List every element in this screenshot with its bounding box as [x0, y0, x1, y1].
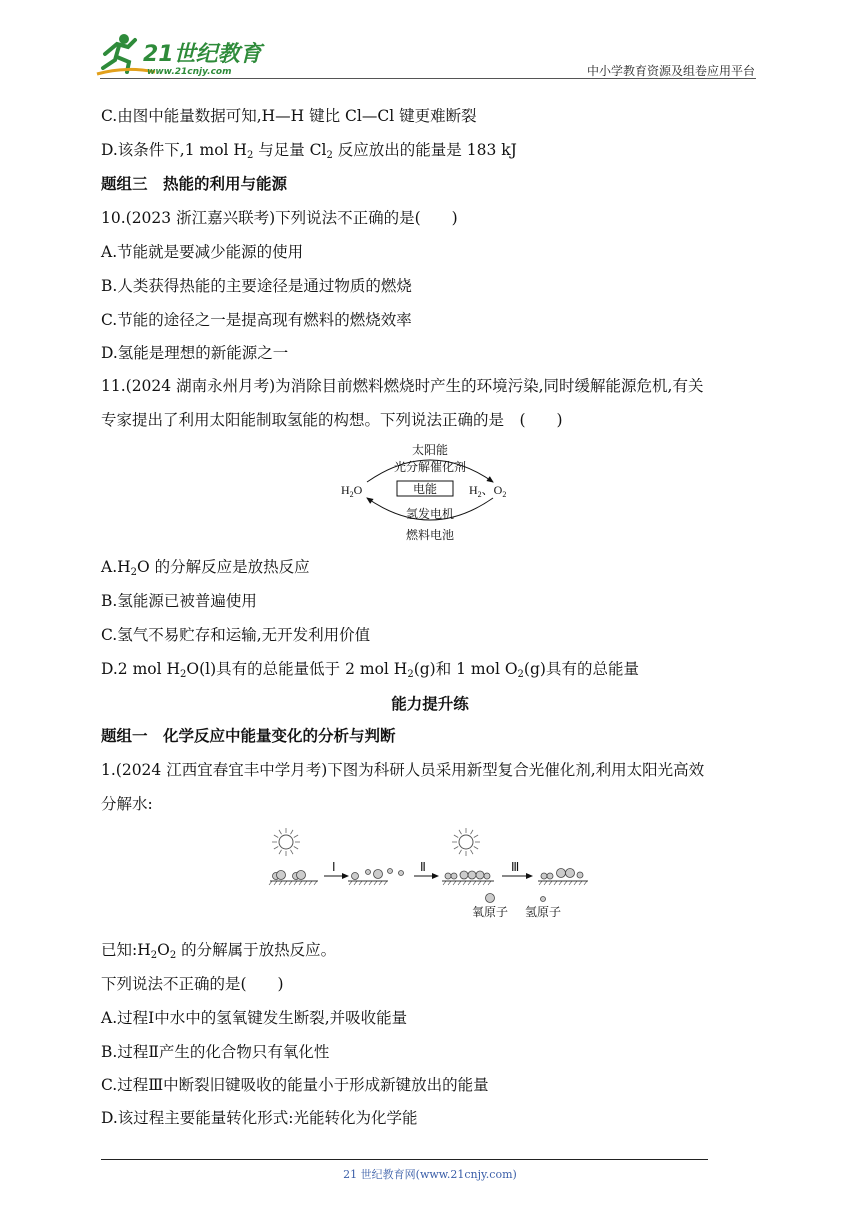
label-solar: 太阳能	[411, 443, 449, 457]
q10-option-b: B.人类获得热能的主要途径是通过物质的燃烧	[101, 277, 412, 295]
q9-option-c: C.由图中能量数据可知,H—H 键比 Cl—Cl 键更难断裂	[101, 107, 477, 125]
group-1-heading: 题组一 化学反应中能量变化的分析与判断	[101, 726, 396, 745]
legend-hydrogen: 氢原子	[524, 905, 562, 919]
stage-1	[348, 869, 404, 886]
legend-oxygen: 氧原子	[471, 905, 509, 919]
stage-3	[538, 869, 588, 886]
sun-icon	[272, 828, 300, 856]
logo-title: 21世纪教育	[143, 42, 262, 67]
logo-url: www.21cnjy.com	[147, 67, 232, 77]
p1-option-c: C.过程Ⅲ中断裂旧键吸收的能量小于形成新键放出的能量	[101, 1076, 489, 1094]
q11-option-b: B.氢能源已被普遍使用	[101, 592, 257, 610]
oxygen-atom-legend	[486, 894, 495, 903]
q11-stem-line2: 专家提出了利用太阳能制取氢能的构想。下列说法正确的是 ( )	[101, 411, 563, 429]
p1-stem-line2: 分解水:	[101, 795, 153, 813]
q11-stem-line1: 11.(2024 湖南永州月考)为消除目前燃料燃烧时产生的环境污染,同时缓解能源危机,有关	[101, 377, 704, 395]
q11-option-d: D.2 mol $H_2O(l)$具有的总能量低于 2 mol $H_2(g)$和 1 mol $O_2(g)$具有的总能量	[101, 660, 639, 680]
label-step-3: Ⅲ	[511, 860, 520, 874]
header-divider	[100, 78, 756, 79]
p1-option-a: A.过程Ⅰ中水中的氢氧键发生断裂,并吸收能量	[101, 1009, 408, 1027]
label-generator: 氢发电机	[405, 507, 455, 521]
q11-option-a: $A.H_2O$ 的分解反应是放热反应	[101, 558, 310, 578]
q10-option-c: C.节能的途径之一是提高现有燃料的燃烧效率	[101, 311, 412, 329]
q10-stem: 10.(2023 浙江嘉兴联考)下列说法不正确的是( )	[101, 209, 458, 227]
p1-option-b: B.过程Ⅱ产生的化合物只有氧化性	[101, 1043, 330, 1061]
platform-name: 中小学教育资源及组卷应用平台	[586, 64, 755, 78]
stage-initial	[269, 871, 318, 886]
q9-option-d: D.该条件下,1 mol $H_2$ 与足量 $Cl_2$ 反应放出的能量是 183 kJ	[101, 141, 517, 161]
footer-divider	[101, 1159, 708, 1160]
label-step-1: Ⅰ	[332, 860, 336, 874]
p1-stem-line1: 1.(2024 江西宜春宜丰中学月考)下图为科研人员采用新型复合光催化剂,利用太阳光高效	[101, 761, 705, 779]
label-fuel-cell: 燃料电池	[405, 528, 455, 542]
label-electric: 电能	[412, 482, 438, 496]
group-3-heading: 题组三 热能的利用与能源	[101, 174, 288, 193]
q11-option-c: C.氢气不易贮存和运输,无开发利用价值	[101, 626, 371, 644]
q10-option-a: A.节能就是要减少能源的使用	[101, 243, 304, 261]
p1-question: 下列说法不正确的是( )	[101, 975, 284, 993]
hydrogen-cycle-diagram	[335, 438, 525, 546]
label-water: $H_2O$	[341, 483, 363, 499]
footer-text: 21 世纪教育网(www.21cnjy.com)	[343, 1168, 517, 1181]
hydrogen-atom-legend	[541, 897, 546, 902]
label-step-2: Ⅱ	[420, 860, 426, 874]
water-splitting-diagram	[268, 824, 598, 924]
q10-option-d: D.氢能是理想的新能源之一	[101, 344, 289, 362]
section-title: 能力提升练	[391, 694, 469, 713]
label-catalyst: 光分解催化剂	[393, 460, 467, 474]
p1-option-d: D.该过程主要能量转化形式:光能转化为化学能	[101, 1109, 418, 1127]
stage-2	[442, 871, 494, 885]
logo	[95, 30, 265, 78]
known-condition: 已知$:H_2O_2$ 的分解属于放热反应。	[101, 941, 337, 961]
label-products: $H_2$、$O_2$	[469, 483, 507, 499]
sun-icon	[452, 828, 480, 856]
